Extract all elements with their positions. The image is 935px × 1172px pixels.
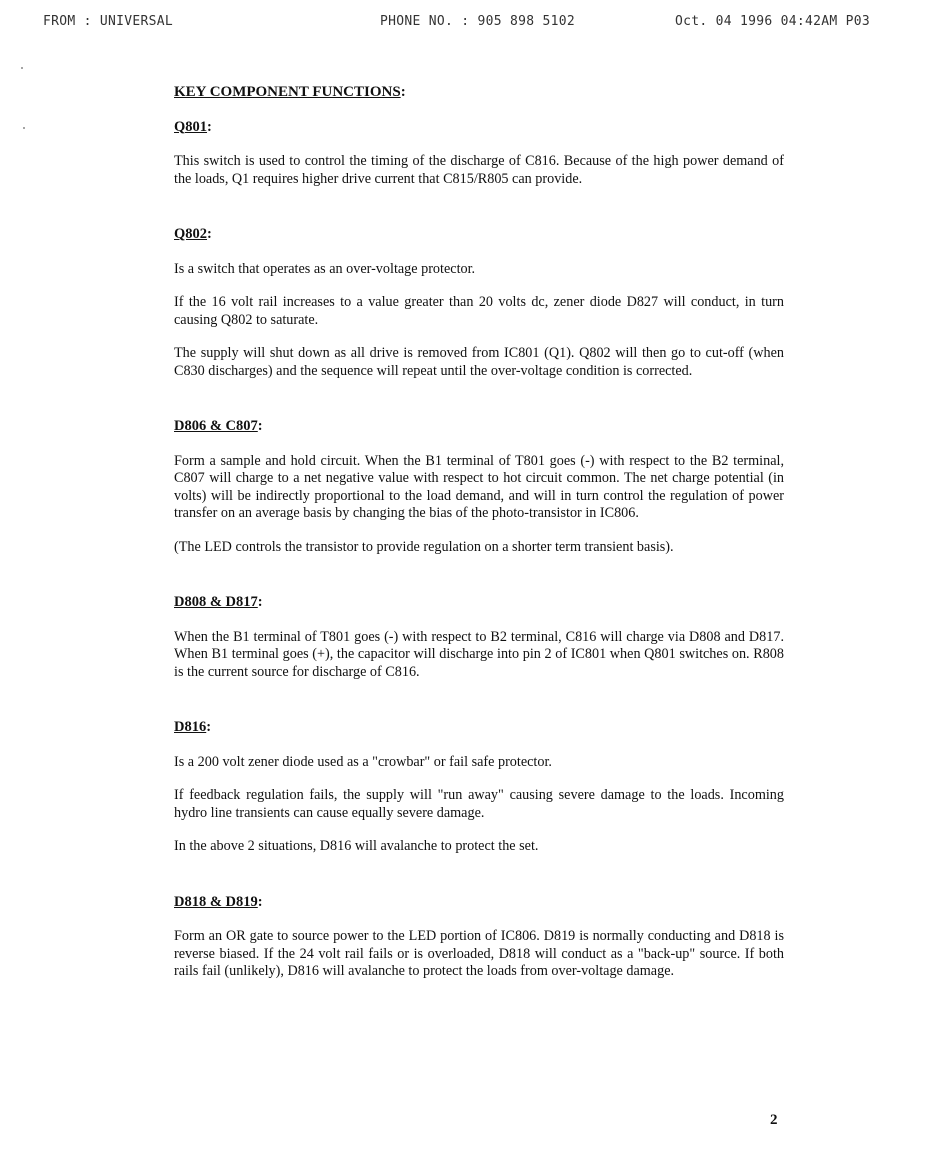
section-paragraph: Is a 200 volt zener diode used as a "crowbar" or fail safe protector. <box>174 753 552 770</box>
section-heading: D808 & D817: <box>174 594 263 610</box>
section-paragraph: Form an OR gate to source power to the LED portion of IC806. D819 is normally conducting and D818 is reverse biased. If the 24 volt rail fails or is overloaded, D818 will conduct as a "back-up" source. If both rails fail (unlikely), D816 will avalanche to protect the loads from over-voltage damage. <box>174 928 784 979</box>
fax-from: FROM : UNIVERSAL <box>43 14 174 29</box>
section-q802 <box>174 226 784 380</box>
section-q801 <box>174 119 784 189</box>
section-heading: D818 & D819: <box>174 893 263 910</box>
section-paragraph: If the 16 volt rail increases to a value greater than 20 volts dc, zener diode D827 will conduct, in turn causing Q802 to saturate. <box>174 294 784 328</box>
scan-speck <box>21 67 23 69</box>
page-title: KEY COMPONENT FUNCTIONS: <box>174 84 406 100</box>
section-d818-d819 <box>174 894 784 981</box>
scan-speck <box>23 127 25 129</box>
section-heading: D806 & C807: <box>174 418 263 434</box>
section-paragraph: In the above 2 situations, D816 will avalanche to protect the set. <box>174 838 539 854</box>
fax-date: Oct. 04 1996 04:42AM P03 <box>675 14 871 29</box>
section-paragraph: If feedback regulation fails, the supply will "run away" causing severe damage to the loads. Incoming hydro line transients can cause equally severe damage. <box>174 787 784 821</box>
section-paragraph: Form a sample and hold circuit. When the B1 terminal of T801 goes (-) with respect to the B2 terminal, C807 will charge to a net negative value with respect to hot circuit common. The net charge potential (in volts) will be indirectly proportional to the load demand, and will in turn control the regulation of power transfer on an average basis by changing the bias of the photo-transistor in IC806. <box>174 452 784 521</box>
section-heading: D816: <box>174 719 212 735</box>
section-paragraph: When the B1 terminal of T801 goes (-) with respect to B2 terminal, C816 will charge via D808 and D817. When B1 terminal goes (+), the capacitor will discharge into pin 2 of IC801 when Q801 switches on. R808 is the current source for discharge of C816. <box>174 628 784 680</box>
section-heading: Q801: <box>174 118 212 135</box>
fax-header <box>0 14 935 36</box>
section-paragraph: The supply will shut down as all drive is removed from IC801 (Q1). Q802 will then go to cut-off (when C830 discharges) and the sequence will repeat until the over-voltage condition is corrected. <box>174 345 784 379</box>
section-paragraph: Is a switch that operates as an over-voltage protector. <box>174 260 476 277</box>
section-d816 <box>174 719 784 856</box>
fax-phone: PHONE NO. : 905 898 5102 <box>380 14 576 29</box>
page-number: 2 <box>770 1112 778 1128</box>
document-body <box>174 84 784 997</box>
section-d808-d817 <box>174 594 784 681</box>
section-heading: Q802: <box>174 226 212 242</box>
section-d806-c807 <box>174 418 784 556</box>
section-paragraph: This switch is used to control the timing of the discharge of C816. Because of the high power demand of the loads, Q1 requires higher drive current that C815/R805 can provide. <box>174 153 784 187</box>
section-paragraph: (The LED controls the transistor to provide regulation on a shorter term transient basis). <box>174 538 674 555</box>
